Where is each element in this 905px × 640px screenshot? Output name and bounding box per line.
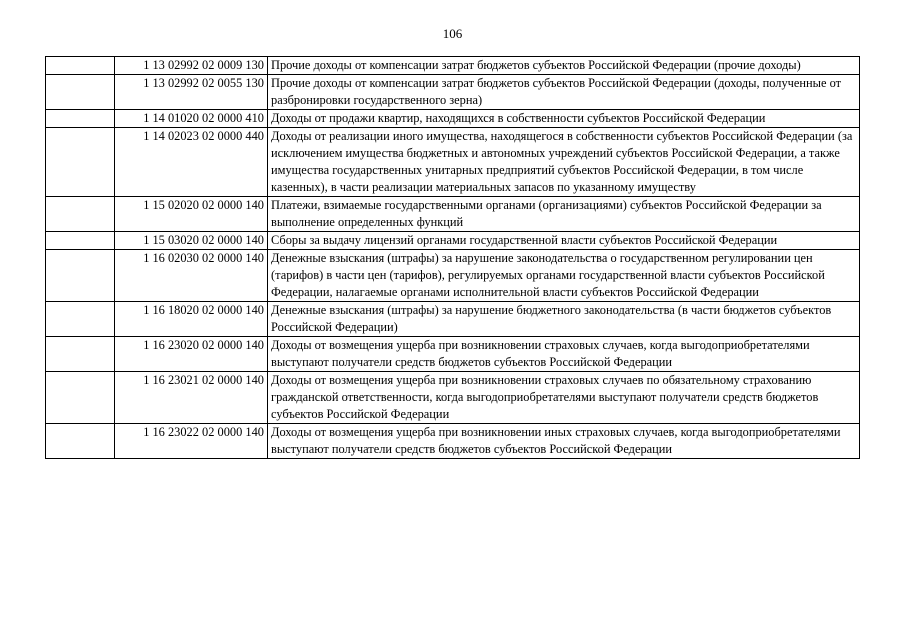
empty-cell — [46, 372, 115, 424]
budget-code: 1 14 01020 02 0000 410 — [115, 110, 268, 128]
budget-code: 1 14 02023 02 0000 440 — [115, 128, 268, 197]
empty-cell — [46, 250, 115, 302]
table-row — [46, 232, 860, 250]
budget-code: 1 16 23021 02 0000 140 — [115, 372, 268, 424]
table-row — [46, 302, 860, 337]
empty-cell — [46, 337, 115, 372]
revenue-name: Денежные взыскания (штрафы) за нарушение бюджетного законодательства (в части бюджетов субъектов Российской Федерации) — [268, 302, 860, 337]
budget-code: 1 16 18020 02 0000 140 — [115, 302, 268, 337]
empty-cell — [46, 424, 115, 459]
budget-code: 1 16 23020 02 0000 140 — [115, 337, 268, 372]
empty-cell — [46, 128, 115, 197]
table-row — [46, 372, 860, 424]
budget-code: 1 13 02992 02 0055 130 — [115, 75, 268, 110]
empty-cell — [46, 302, 115, 337]
table-row — [46, 337, 860, 372]
budget-code: 1 13 02992 02 0009 130 — [115, 57, 268, 75]
table-row — [46, 128, 860, 197]
revenue-name: Доходы от возмещения ущерба при возникновении страховых случаев по обязательному страхованию гражданской ответственности, когда выгодоприобретателями выступают получатели средств бюджетов субъектов Российской Федерации — [268, 372, 860, 424]
revenue-name: Прочие доходы от компенсации затрат бюджетов субъектов Российской Федерации (доходы, полученные от разбронировки государственного зерна) — [268, 75, 860, 110]
table-row — [46, 110, 860, 128]
table-row — [46, 57, 860, 75]
empty-cell — [46, 232, 115, 250]
revenue-name: Денежные взыскания (штрафы) за нарушение законодательства о государственном регулировании цен (тарифов) в части цен (тарифов), регулируемых органами государственной власти субъектов Российской Федерации, налагаемые органами исполнительной власти субъектов Российской Федерации — [268, 250, 860, 302]
revenue-name: Прочие доходы от компенсации затрат бюджетов субъектов Российской Федерации (прочие доходы) — [268, 57, 860, 75]
revenue-name: Доходы от возмещения ущерба при возникновении иных страховых случаев, когда выгодоприобретателями выступают получатели средств бюджетов субъектов Российской Федерации — [268, 424, 860, 459]
empty-cell — [46, 110, 115, 128]
empty-cell — [46, 75, 115, 110]
revenue-name: Доходы от реализации иного имущества, находящегося в собственности субъектов Российской Федерации (за исключением имущества бюджетных и автономных учреждений субъектов Российской Федерации, а также имущества государственных унитарных предприятий субъектов Российской Федерации, в том числе казенных), в части реализации материальных запасов по указанному имуществу — [268, 128, 860, 197]
table-row — [46, 424, 860, 459]
budget-code: 1 15 03020 02 0000 140 — [115, 232, 268, 250]
page-number: 106 — [442, 26, 463, 41]
budget-code: 1 16 02030 02 0000 140 — [115, 250, 268, 302]
table-row — [46, 197, 860, 232]
revenue-name: Сборы за выдачу лицензий органами государственной власти субъектов Российской Федерации — [268, 232, 860, 250]
revenue-name: Доходы от возмещения ущерба при возникновении страховых случаев, когда выгодоприобретателями выступают получатели средств бюджетов субъектов Российской Федерации — [268, 337, 860, 372]
empty-cell — [46, 57, 115, 75]
revenue-classification-table — [45, 56, 860, 459]
budget-code: 1 15 02020 02 0000 140 — [115, 197, 268, 232]
table-row — [46, 250, 860, 302]
budget-code: 1 16 23022 02 0000 140 — [115, 424, 268, 459]
empty-cell — [46, 197, 115, 232]
revenue-name: Платежи, взимаемые государственными органами (организациями) субъектов Российской Федерации за выполнение определенных функций — [268, 197, 860, 232]
table-row — [46, 75, 860, 110]
revenue-name: Доходы от продажи квартир, находящихся в собственности субъектов Российской Федерации — [268, 110, 860, 128]
